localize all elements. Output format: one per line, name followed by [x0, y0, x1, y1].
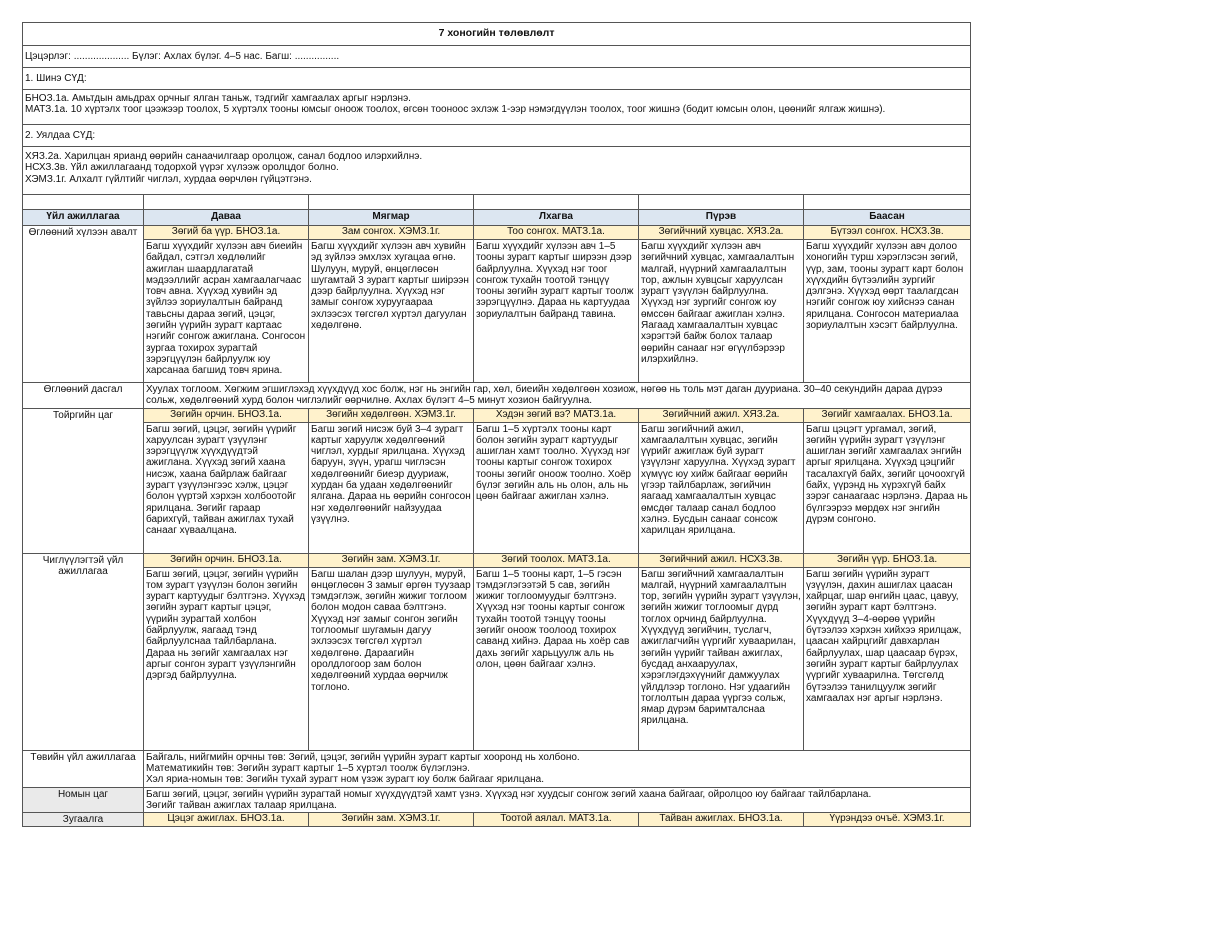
- center-content: [144, 750, 971, 787]
- exercise-text: Хуулах тоглоом. Хөгжим эгшиглэхэд хүүхдүүд хос болж, нэг нь энгийн гар, хөл, биеийн хөдөлгөөн хозиож, нөгөө нь толь мэт даган дууриана. 30–40 секундийн дараа дүрээ сольж, хөдөлгөөний хурд болон чиглэлийг өөрчилнө. Ахлах бүлэгт 4–5 минут хозион байгуулна.: [144, 383, 971, 409]
- row-label-circle-time: Тойргийн цаг: [23, 408, 144, 553]
- section1-content: [23, 90, 971, 125]
- activity-text: Багш хүүхдийг хүлээн авч зөгийчний хувцас, хамгаалалтын малгай, нүүрний хамгаалалтын тор, ажлын хувцсыг харуулсан зурагт үзүүлэн байрлуулна. Хүүхэд нэг зургийг сонгож юу өмссөн байгааг ажиглан хэлнэ. Яагаад хамгаалалтын хувцас хэрэгтэй байж болох талаар өөрийн санааг нэг өгүүлбэрээр илэрхийлнэ.: [641, 241, 795, 365]
- activity-text: Багш зөгийн үүрийн зурагт үзүүлэн, дахин ашиглах цаасан хайрцаг, шар өнгийн цаас, цавуу, зөгийн зурагт карт бэлтгэнэ. Хүүхдүүд 3–4-өөрөө үүрийн бүтээлээ хэрхэн хийхээ ярилцаж, цаасан хайрцгийг давхарлан байрлуулах, шар цаасаар бүрэх, зөгийн зурагт картыг байрлуулах үүргийг хуваарилна. Төгсгөлд бүтээлээ танилцуулж зөгийг хамгаалах нэг аргыг нэрлэнэ.: [806, 568, 962, 704]
- topic-cell: Зөгийчний ажил. НСХЗ.3в.: [639, 553, 804, 567]
- row-label-directed: Чиглүүлэгтэй үйл ажиллагаа: [23, 553, 144, 750]
- kindergarten-info-line: Цэцэрлэг: .................... Бүлэг: Ахлах бүлэг. 4–5 нас. Багш: ................: [23, 46, 971, 68]
- topic-cell: Зөгий ба үүр. БНОЗ.1а.: [144, 226, 309, 240]
- topic-cell: Зөгийчний хувцас. ХЯЗ.2а.: [639, 226, 804, 240]
- center-line: Математикийн төв: Зөгийн зурагт картыг 1–5 хүртэл тоолж бүлэглэнэ.: [146, 762, 470, 774]
- section1-line: МАТЗ.1а. 10 хүртэлх тоог цээжээр тоолох, 5 хүртэлх тооны юмсыг оноож тоолох, өгсөн тооноос эхлэж 1-ээр нэмэгдүүлэн тоолох, тоог жишнэ (бодит юмсын олон, цөөнийг ялгаж жишнэ).: [25, 104, 886, 116]
- activity-text: Багш зөгий нисэж буй 3–4 зурагт картыг харуулж хөдөлгөөний чиглэл, хурдыг ярилцана. Хүүхэд баруун, зүүн, урагш чиглэсэн хөдөлгөөнийг биеэр дууриаж, хурдан ба удаан хөдөлгөөнийг ялгана. Дараа нь өөрийн сонгосон нэг хөдөлгөөнийг найзуудаа үзүүлнэ.: [311, 423, 471, 525]
- topic-cell: Зөгийчний ажил. ХЯЗ.2а.: [639, 408, 804, 422]
- section2-content: [23, 147, 971, 195]
- topic-cell: Тайван ажиглах. БНОЗ.1а.: [639, 813, 804, 827]
- row-label-center: Төвийн үйл ажиллагаа: [23, 750, 144, 787]
- header-wednesday: Лхагва: [474, 210, 639, 226]
- reading-line: Зөгийг тайван ажиглах талаар ярилцана.: [146, 799, 337, 811]
- activity-cell: [639, 567, 804, 750]
- topic-cell: Бүтээл сонгох. НСХЗ.3в.: [804, 226, 971, 240]
- schedule-header-row: [23, 210, 971, 226]
- weekly-plan-table: [22, 22, 971, 827]
- topic-cell: Хэдэн зөгий вэ? МАТЗ.1а.: [474, 408, 639, 422]
- activity-cell: [309, 240, 474, 383]
- activity-cell: [804, 567, 971, 750]
- activity-text: Багш зөгий, цэцэг, зөгийн үүрийн том зурагт үзүүлэн болон зөгийн зурагт картуудыг бэлтгэнэ. Хүүхэд зөгийн зурагт картыг цэцэг, үүрийн зурагтай холбон байрлуулж, яагаад тэнд байрлуулснаа тайлбарлана. Дараа нь зөгийг хамгаалах нэг аргыг сонгон зурагт үзүүлэнгийн дэргэд байрлуулна.: [146, 568, 306, 682]
- activity-text: Багш 1–5 хүртэлх тооны карт болон зөгийн зурагт картуудыг ашиглан хамт тоолно. Хүүхэд нэг тооны картыг сонгож тохирох тооны зөгийг оноож тоолно. Хоёр бүлэг зөгийн аль нь олон, аль нь цөөн байгааг ажиглан хэлнэ.: [476, 423, 632, 503]
- section1-heading: 1. Шинэ СҮД:: [23, 68, 971, 90]
- activity-cell: [144, 422, 309, 553]
- weekly-plan-sheet: [22, 22, 971, 827]
- section2-line: ХЭМЗ.1г. Алхалт гүйлтийг чиглэл, хурдаа өөрчлөн гүйцэтгэнэ.: [25, 173, 312, 185]
- activity-cell: [474, 240, 639, 383]
- activity-text: Багш хүүхдийг хүлээн авч биеийн байдал, сэтгэл хөдлөлийг ажиглан шаардлагатай мэдээллийг асран хамгаалагчаас товч авна. Хүүхэд хувийн эд зүйлээ зориулалтын байранд тавьсны дараа зөгий, цэцэг, зөгийн үүрийн зурагт картаас нэгийг сонгож ажиглана. Сонгосон зургаа тохирох зурагтай зэрэгцүүлэн байрлуулж юу харсанаа багшид товч ярина.: [146, 241, 306, 377]
- topic-cell: Зөгийг хамгаалах. БНОЗ.1а.: [804, 408, 971, 422]
- section2-line: ХЯЗ.2а. Харилцан ярианд өөрийн санаачилгаар оролцож, санал бодлоо илэрхийлнэ.: [25, 151, 423, 162]
- activity-text: Багш хүүхдийг хүлээн авч долоо хоногийн турш хэрэглэсэн зөгий, үүр, зам, тооны зурагт карт болон хүүхдийн бүтээлийн зургийг дэлгэнэ. Хүүхэд өөрт таалагдсан нэгийг сонгож юу хийснээ санан ярилцана. Сонгосон материалаа зориулалтын хэсэгт байрлуулна.: [806, 241, 964, 332]
- topic-cell: Зөгийн үүр. БНОЗ.1а.: [804, 553, 971, 567]
- activity-text: Багш зөгийчний ажил, хамгаалалтын хувцас, зөгийн үүрийг ажиглаж буй зурагт үзүүлэнг харуулна. Хүүхэд зурагт хүмүүс юу хийж байгааг өөрийн үгээр тайлбарлаж, зөгийчин яагаад хамгаалалтын хувцас өмсдөг талаар санал бодлоо хэлнэ. Бусдын санааг сонсож харилцан ярилцана.: [641, 423, 796, 537]
- center-line: Хэл яриа-номын төв: Зөгийн тухай зурагт ном үзэж зурагт юу болж байгааг ярилцана.: [146, 774, 544, 786]
- header-thursday: Пүрэв: [639, 210, 804, 226]
- activity-text: Багш хүүхдийг хүлээн авч хувийн эд зүйлээ эмхлэх хугацаа өгнө. Шулуун, муруй, өнцөглөсөн шугамтай 3 зурагт картыг шиірээн дээр байрлуулна. Хүүхэд нэг замыг сонгож хуруугаараа эхлээсэх төгсгөл хүртэл дагуулан хөдөлгөнө.: [311, 241, 469, 332]
- topic-cell: Зөгийн орчин. БНОЗ.1а.: [144, 553, 309, 567]
- topic-cell: Үүрэндээ очъё. ХЭМЗ.1г.: [804, 813, 971, 827]
- row-label-morning: Өглөөний хүлээн авалт: [23, 226, 144, 383]
- topic-cell: Зөгийн хөдөлгөөн. ХЭМЗ.1г.: [309, 408, 474, 422]
- reading-content: [144, 787, 971, 813]
- topic-cell: Зам сонгох. ХЭМЗ.1г.: [309, 226, 474, 240]
- section2-heading: 2. Уялдаа СҮД:: [23, 125, 971, 147]
- activity-text: Багш цэцэгт ургамал, зөгий, зөгийн үүрийн зурагт үзүүлэнг ашиглан зөгийг хамгаалах энгийн аргыг ярилцана. Хүүхэд цэцгийг тасалахгүй байх, зөгийг цочоохгүй байх, үүрэнд нь хүрэхгүй байх зэрэг санаагаас нэрлэнэ. Дараа нь бүлгээрээ мөрдөх нэг энгийн дүрэм сонгоно.: [806, 423, 968, 525]
- row-label-reading: Номын цаг: [23, 787, 144, 813]
- header-friday: Баасан: [804, 210, 971, 226]
- activity-text: Багш 1–5 тооны карт, 1–5 гэсэн тэмдэглэгээтэй 5 сав, зөгийн жижиг тоглоомуудыг бэлтгэнэ. Хүүхэд нэг тооны картыг сонгож тухайн тоотой тэнцүү тооны зөгийг оноож тоолоод тохирох саванд хийнэ. Дараа нь хоёр сав дахь зөгийг харьцуулж аль нь олон, цөөн байгааг хэлнэ.: [476, 568, 630, 670]
- activity-text: Багш зөгийчний хамгаалалтын малгай, нүүрний хамгаалалтын тор, зөгийн үүрийн зурагт үзүүлэн, зөгийн жижиг тоглоомыг дүрд тоглох орчинд байрлуулна. Хүүхдүүд зөгийчин, туслагч, ажиглагчийн үүргийг хуваарилан, зөгийн үүрийг тайван ажиглах, бусдад анхааруулах, хэрэглэгдэхүүнийг дамжуулах үйлдлээр тоглоно. Нэг удаагийн тоглолтын дараа үүргээ сольж, ямар дүрэм баримталснаа ярилцана.: [641, 568, 801, 727]
- topic-cell: Тоо сонгох. МАТЗ.1а.: [474, 226, 639, 240]
- activity-cell: [309, 422, 474, 553]
- spacer-row: [23, 195, 971, 210]
- header-tuesday: Мягмар: [309, 210, 474, 226]
- section1-line: БНОЗ.1а. Амьтдын амьдрах орчныг ялган таньж, тэдгийг хамгаалах аргыг нэрлэнэ.: [25, 93, 411, 104]
- activity-cell: [804, 422, 971, 553]
- topic-cell: Зөгийн зам. ХЭМЗ.1г.: [309, 553, 474, 567]
- reading-line: Багш зөгий, цэцэг, зөгийн үүрийн зурагтай номыг хүүхдүүдтэй хамт үзнэ. Хүүхэд нэг хуудсыг сонгож зөгий хаана байгааг, ойролцоо юу байгааг тайлбарлана.: [146, 788, 872, 800]
- section2-line: НСХЗ.3в. Үйл ажиллагаанд тодорхой үүрэг хүлээж оролцдог болно.: [25, 162, 339, 174]
- activity-text: Багш шалан дээр шулуун, муруй, өнцөглөсөн 3 замыг өргөн туузаар тэмдэглэж, зөгийн жижиг тоглоом болон модон саваа бэлтгэнэ. Хүүхэд нэг замыг сонгон зөгийн тоглоомыг шугамын дагуу эхлээсэх төгсгөл хүртэл хөдөлгөнө. Дараагийн оролдлогоор зам болон хөдөлгөөний хурдаа өөрчилж тоглоно.: [311, 568, 471, 693]
- topic-cell: Цэцэг ажиглах. БНОЗ.1а.: [144, 813, 309, 827]
- topic-cell: Зөгийн орчин. БНОЗ.1а.: [144, 408, 309, 422]
- activity-text: Багш зөгий, цэцэг, зөгийн үүрийг харуулсан зурагт үзүүлэнг зэрэгцүүлж хүүхдүүдтэй ажиглана. Хүүхэд зөгий хаана нисэж, хаана байрлаж байгааг зурагт үзүүлэнгээс хэлж, цэцэг болон үүртэй хэрхэн холбоотойг ярилцана. Зөгийг гараар барихгүй, тайван ажиглах тухай санааг хүваалцана.: [146, 423, 297, 537]
- header-activity: Үйл ажиллагаа: [23, 210, 144, 226]
- header-monday: Даваа: [144, 210, 309, 226]
- activity-cell: [144, 240, 309, 383]
- activity-text: Багш хүүхдийг хүлээн авч 1–5 тооны зурагт картыг ширээн дээр байрлуулна. Хүүхэд нэг тоог сонгож тухайн тоотой тэнцүү тооны зөгийн зурагт картыг тоолж зэрэгцүүлнэ. Дараа нь картуудаа зориулалтын байранд тавина.: [476, 241, 634, 320]
- topic-cell: Зөгийн зам. ХЭМЗ.1г.: [309, 813, 474, 827]
- row-label-exercise: Өглөөний дасгал: [23, 383, 144, 409]
- center-line: Байгаль, нийгмийн орчны төв: Зөгий, цэцэг, зөгийн үүрийн зурагт картыг хооронд нь холбоно.: [146, 751, 580, 763]
- activity-cell: [474, 567, 639, 750]
- topic-cell: Зөгий тоолох. МАТЗ.1а.: [474, 553, 639, 567]
- document-title: 7 хоногийн төлөвлөлт: [23, 23, 971, 46]
- activity-cell: [144, 567, 309, 750]
- topic-cell: Тоотой аялал. МАТЗ.1а.: [474, 813, 639, 827]
- activity-cell: [804, 240, 971, 383]
- activity-cell: [639, 422, 804, 553]
- row-label-walk: Зугаалга: [23, 813, 144, 827]
- activity-cell: [639, 240, 804, 383]
- activity-cell: [309, 567, 474, 750]
- activity-cell: [474, 422, 639, 553]
